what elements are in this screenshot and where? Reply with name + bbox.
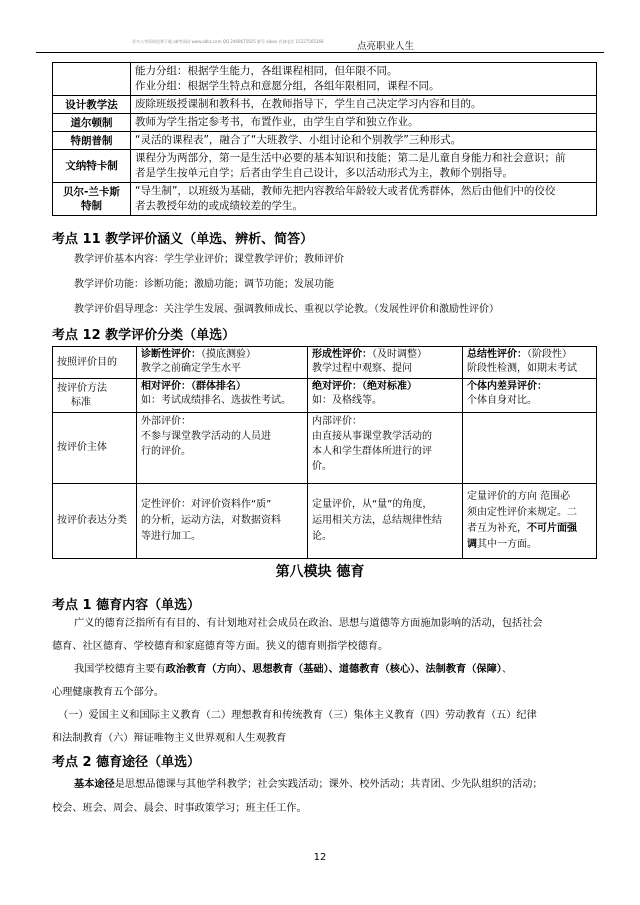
- row-label: 特朗普制: [53, 132, 131, 150]
- row-label: 按评价表达分类: [53, 484, 137, 559]
- term: 相对评价：（群体排名）: [141, 381, 246, 392]
- table-row: [53, 379, 597, 413]
- row-label: 按评价方法: [57, 382, 107, 394]
- row-label: 标准: [71, 396, 91, 408]
- cell-text: 如：及格线等。: [312, 395, 382, 406]
- table-row: [53, 96, 597, 114]
- grouping-line: 能力分组：根据学生能力，各组课程相同，但年限不同。: [135, 65, 398, 77]
- page-header: [36, 36, 604, 53]
- teaching-forms-table: [52, 62, 597, 216]
- row-label: 设计教学法: [53, 96, 131, 114]
- cell-text: 阶段性检测，如期末考试: [467, 363, 577, 374]
- row-label: 按照评价目的: [53, 347, 137, 379]
- section-heading: 考点 11 教学评价涵义（单选、辨析、简答）: [52, 232, 314, 247]
- row-text: “灵活的课程表”，融合了“大班教学、小组讨论和个别教学”三种形式。: [131, 132, 597, 150]
- row-label: 贝尔-兰卡斯: [63, 186, 120, 198]
- evaluation-types-table: [52, 346, 597, 559]
- row-text: 废除班级授课制和教科书，在教师指导下，学生自己决定学习内容和目的。: [131, 96, 597, 114]
- kd2-body: 基本途径是思想品德课与其他学科教学；社会实践活动；课外、校外活动；共青团、少先队组织的活动； 校会、班会、周会、晨会、时事政策学习；班主任工作。: [52, 779, 543, 814]
- header-title: 点亮职业人生: [356, 41, 414, 52]
- row-label: 特制: [81, 200, 102, 212]
- table-row: 按评价主体 外部评价： 不参与课堂教学活动的人员进 行的评价。 内部评价： 由直接从事课堂教学活动的 本人和学生群体所进行的评 价。: [53, 413, 597, 484]
- kd11-body: [52, 247, 592, 322]
- table-row: [53, 183, 597, 216]
- section-heading: 考点 2 德育途径（单选）: [52, 755, 201, 770]
- table-row: 按评价表达分类 定性评价：对评价资料作“质” 的分析，运动方法，对数据资料 等进行加工。 定量评价，从“量”的角度， 运用相关方法，总结规律性结 论。 定量评价的方向 范围必 须由定性评价来规定。二 者互为补充，不可片面强 调其中一方面。: [53, 484, 597, 559]
- kd1-body: 广义的德育泛指所有有目的、有计划地对社会成员在政治、思想与道德等方面施加影响的活动，包括社会 德育、社区德育、学校德育和家庭德育等方面。狭义的德育则指学校德育。 我国学校德育主要有政治教育（方向）、思想教育（基础）、道德教育（核心）、法制教育（保障）、 心理健康教育五个部分。 （一）爱国主义和国际主义教育（二）理想教育和传统教育（三）集体主义教育（四）劳动教育（五）纪律 和法制教育（六）辩证唯物主义世界观和人生观教育: [52, 618, 543, 744]
- table-row: [53, 114, 597, 132]
- table-row: 按照评价目的 诊断性评价：（摸底测验） 教学之前确定学生水平 形成性评价：（及时调整） 教学过程中观察、提问 总结性评价：（阶段性） 阶段性检测，如期末考试: [53, 347, 597, 379]
- kd11-line: 教学评价基本内容：学生学业评价；课堂教学评价；教师评价: [74, 254, 344, 265]
- row-label: 文纳特卡制: [53, 150, 131, 183]
- term: 形成性评价：: [312, 349, 372, 360]
- emphasis: 基本途径: [74, 779, 115, 790]
- row-label: 道尔顿制: [53, 114, 131, 132]
- section-heading: 考点 1 德育内容（单选）: [52, 598, 201, 613]
- kd11-line: 教学评价倡导理念：关注学生发展、强调教师成长、重视以学论教。（发展性评价和激励性评价）: [74, 304, 499, 315]
- cell-text: 个体自身对比。: [467, 395, 537, 406]
- header-fine-print: 更多公考资料免费下载 ab考试网 www.abkz.com QQ 2469675925 群号 aikao 咨询电话 15327565368: [132, 39, 324, 44]
- cell-text: 教学过程中观察、提问: [312, 363, 412, 374]
- table-row: [53, 150, 597, 183]
- table-row: [53, 63, 597, 96]
- module-title: 第八模块 德育: [275, 564, 365, 580]
- cell-text: 如：考试成绩排名、选拔性考试。: [141, 395, 291, 406]
- row-text-line: 课程分为两部分，第一是生活中必要的基本知识和技能；第二是儿童自身能力和社会意识；前: [135, 152, 566, 164]
- kd11-line: 教学评价功能：诊断功能；激励功能；调节功能；发展功能: [74, 279, 334, 290]
- page-number: 12: [313, 852, 327, 863]
- row-label: 按评价主体: [53, 413, 137, 484]
- row-text: 教师为学生指定参考书，布置作业，由学生自学和独立作业。: [131, 114, 597, 132]
- cell-text: 教学之前确定学生水平: [141, 363, 241, 374]
- term: 绝对评价：（绝对标准）: [312, 381, 417, 392]
- table-row: [53, 132, 597, 150]
- term: 个体内差异评价：: [467, 381, 547, 392]
- row-text-line: 者是学生按单元自学；后者由学生自己设计，多以活动形式为主，教师个别指导。: [135, 167, 513, 179]
- section-heading: 考点 12 教学评价分类（单选）: [52, 328, 236, 343]
- row-text-line: “导生制”，以班级为基础，教师先把内容教给年龄较大或者优秀群体，然后由他们中的佼佼: [135, 185, 556, 197]
- term: 总结性评价：: [467, 349, 527, 360]
- term: 诊断性评价：: [141, 349, 201, 360]
- grouping-line: 作业分组：根据学生特点和意愿分组，各组年限相同，课程不同。: [135, 80, 440, 92]
- row-text-line: 者去教授年幼的或成绩较差的学生。: [135, 200, 303, 212]
- emphasis: 政治教育（方向）、思想教育（基础）、道德教育（核心）、法制教育（保障）: [165, 664, 502, 675]
